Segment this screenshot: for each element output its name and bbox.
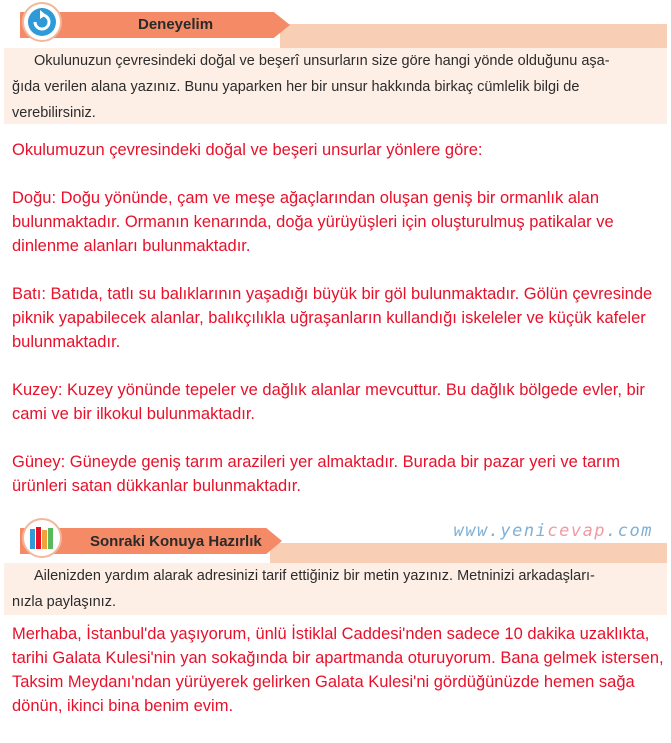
answer-west: Batı: Batıda, tatlı su balıklarının yaşadığı büyük bir göl bulunmaktadır. Gölün çevresinde piknik yapabilecek alanlar, balıkçılıkla uğraşanların kullandığı iskeleler ve küçük kafeler bulunmaktadır.	[12, 285, 653, 351]
answer-block-directions	[12, 138, 665, 498]
section-title: Deneyelim	[138, 16, 214, 33]
answer-north: Kuzey: Kuzey yönünde tepeler ve dağlık alanlar mevcuttur. Bu dağlık bölgede evler, bir cami ve bir ilkokul bulunmaktadır.	[12, 381, 645, 423]
instructions-line: Ailenizden yardım alarak adresinizi tarif ettiğiniz bir metin yazınız. Metninizi arkadaşları-	[34, 568, 595, 584]
watermark: www.yenicevap.com	[453, 521, 653, 541]
instructions-line: nızla paylaşınız.	[12, 594, 116, 610]
refresh-icon	[22, 2, 62, 42]
answer-east: Doğu: Doğu yönünde, çam ve meşe ağaçlarından oluşan geniş bir ormanlık alan bulunmaktadır. Ormanın kenarında, doğa yürüyüşleri için oluşturulmuş patikalar ve dinlenme alanları bulunmaktadır.	[12, 189, 614, 255]
instructions-line: ğıda verilen alana yazınız. Bunu yaparken her bir unsur hakkında birkaç cümlelik bilgi de	[12, 79, 580, 95]
answer-south: Güney: Güneyde geniş tarım arazileri yer almaktadır. Burada bir pazar yeri ve tarım ürünleri satan dükkanlar bulunmaktadır.	[12, 453, 621, 495]
section-title: Sonraki Konuya Hazırlık	[90, 533, 262, 550]
books-icon	[22, 518, 62, 558]
banner-band	[280, 24, 667, 48]
instructions-line: Okulunuzun çevresindeki doğal ve beşerî unsurların size göre hangi yönde olduğunu aşa-	[34, 53, 610, 69]
answer-address: Merhaba, İstanbul'da yaşıyorum, ünlü İstiklal Caddesi'nden sadece 10 dakika uzaklıkta, tarihi Galata Kulesi'nin yan sokağında bir apartmanda oturuyorum. Bana gelmek istersen, Taksim Meydanı'ndan yürüyerek gelirken Galata Kulesi'ni gördüğünüzde hemen sağa dönün, ikinci bina benim evim.	[12, 625, 664, 715]
instructions-line: verebilirsiniz.	[12, 105, 96, 121]
answer-block-address	[12, 622, 665, 718]
instructions-panel	[4, 48, 667, 124]
instructions-panel	[4, 563, 667, 615]
answer-intro: Okulumuzun çevresindeki doğal ve beşeri unsurlar yönlere göre:	[12, 141, 483, 159]
